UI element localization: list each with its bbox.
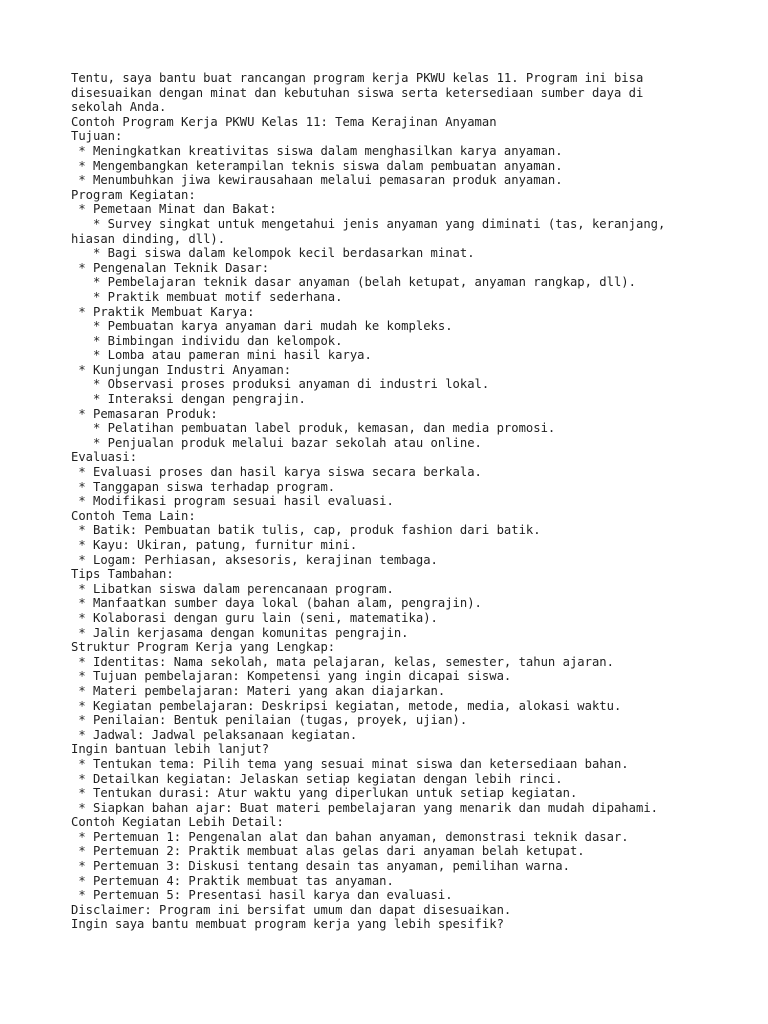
- document-line: * Menumbuhkan jiwa kewirausahaan melalui pemasaran produk anyaman.: [71, 173, 563, 188]
- document-line: * Kayu: Ukiran, patung, furnitur mini.: [71, 538, 358, 552]
- document-line: * Pembuatan karya anyaman dari mudah ke kompleks.: [71, 319, 453, 334]
- document-line: * Praktik Membuat Karya:: [71, 304, 255, 319]
- document-line: Evaluasi:: [71, 450, 138, 465]
- document-line: * Evaluasi proses dan hasil karya siswa secara berkala.: [71, 465, 482, 480]
- document-line: * Penilaian: Bentuk penilaian (tugas, proyek, ujian).: [71, 713, 468, 728]
- document-line: * Meningkatkan kreativitas siswa dalam menghasilkan karya anyaman.: [71, 143, 563, 158]
- document-line: Tentu, saya bantu buat rancangan program kerja PKWU kelas 11. Program ini bisa: [71, 71, 644, 85]
- document-line: * Kunjungan Industri Anyaman:: [71, 362, 292, 377]
- document-line: * Bimbingan individu dan kelompok.: [71, 333, 343, 348]
- document-line: * Pembelajaran teknik dasar anyaman (belah ketupat, anyaman rangkap, dll).: [71, 275, 636, 290]
- document-line: * Observasi proses produksi anyaman di industri lokal.: [71, 377, 490, 392]
- document-line: * Tujuan pembelajaran: Kompetensi yang ingin dicapai siswa.: [71, 669, 512, 684]
- document-line: * Manfaatkan sumber daya lokal (bahan alam, pengrajin).: [71, 596, 482, 611]
- document-body: [71, 71, 751, 932]
- document-line: Ingin saya bantu membuat program kerja yang lebih spesifik?: [71, 917, 504, 932]
- document-line: sekolah Anda.: [71, 100, 167, 115]
- document-line: * Tentukan tema: Pilih tema yang sesuai minat siswa dan ketersediaan bahan.: [71, 756, 629, 771]
- document-line: * Siapkan bahan ajar: Buat materi pembelajaran yang menarik dan mudah dipahami.: [71, 800, 658, 815]
- document-line: * Pemasaran Produk:: [71, 406, 218, 421]
- document-line: * Jalin kerjasama dengan komunitas pengrajin.: [71, 625, 409, 640]
- document-line: * Bagi siswa dalam kelompok kecil berdasarkan minat.: [71, 246, 475, 261]
- document-line: * Pemetaan Minat dan Bakat:: [71, 202, 277, 217]
- document-line: Struktur Program Kerja yang Lengkap:: [71, 640, 336, 655]
- document-line: * Batik: Pembuatan batik tulis, cap, produk fashion dari batik.: [71, 523, 541, 538]
- document-line: * Logam: Perhiasan, aksesoris, kerajinan tembaga.: [71, 552, 438, 567]
- document-line: * Praktik membuat motif sederhana.: [71, 289, 343, 304]
- document-line: * Pelatihan pembuatan label produk, kemasan, dan media promosi.: [71, 421, 556, 436]
- document-line: Contoh Program Kerja PKWU Kelas 11: Tema Kerajinan Anyaman: [71, 114, 497, 129]
- document-line: hiasan dinding, dll).: [71, 231, 226, 246]
- document-line: * Survey singkat untuk mengetahui jenis anyaman yang diminati (tas, keranjang,: [71, 216, 666, 231]
- document-line: disesuaikan dengan minat dan kebutuhan siswa serta ketersediaan sumber daya di: [71, 85, 644, 100]
- document-line: Tujuan:: [71, 129, 123, 144]
- document-line: * Detailkan kegiatan: Jelaskan setiap kegiatan dengan lebih rinci.: [71, 771, 563, 786]
- document-line: Program Kegiatan:: [71, 187, 196, 202]
- document-line: * Pertemuan 2: Praktik membuat alas gelas dari anyaman belah ketupat.: [71, 844, 585, 859]
- document-line: * Pertemuan 4: Praktik membuat tas anyaman.: [71, 873, 394, 888]
- document-line: * Pertemuan 1: Pengenalan alat dan bahan anyaman, demonstrasi teknik dasar.: [71, 829, 629, 844]
- document-line: * Materi pembelajaran: Materi yang akan diajarkan.: [71, 683, 446, 698]
- document-line: * Tanggapan siswa terhadap program.: [71, 479, 336, 494]
- document-line: * Kegiatan pembelajaran: Deskripsi kegiatan, metode, media, alokasi waktu.: [71, 698, 622, 713]
- document-line: * Mengembangkan keterampilan teknis siswa dalam pembuatan anyaman.: [71, 158, 563, 173]
- document-line: * Modifikasi program sesuai hasil evaluasi.: [71, 494, 394, 509]
- document-line: * Libatkan siswa dalam perencanaan program.: [71, 581, 394, 596]
- document-line: * Kolaborasi dengan guru lain (seni, matematika).: [71, 610, 438, 625]
- document-line: Contoh Kegiatan Lebih Detail:: [71, 815, 284, 830]
- document-line: * Interaksi dengan pengrajin.: [71, 392, 306, 407]
- document-line: * Pertemuan 5: Presentasi hasil karya dan evaluasi.: [71, 888, 453, 903]
- document-line: * Identitas: Nama sekolah, mata pelajaran, kelas, semester, tahun ajaran.: [71, 654, 614, 669]
- document-line: * Jadwal: Jadwal pelaksanaan kegiatan.: [71, 727, 358, 742]
- document-line: Disclaimer: Program ini bersifat umum dan dapat disesuaikan.: [71, 902, 512, 917]
- document-line: * Lomba atau pameran mini hasil karya.: [71, 348, 372, 363]
- document-line: * Pengenalan Teknik Dasar:: [71, 260, 270, 275]
- document-line: * Penjualan produk melalui bazar sekolah atau online.: [71, 435, 482, 450]
- document-line: Ingin bantuan lebih lanjut?: [71, 742, 270, 757]
- document-line: * Tentukan durasi: Atur waktu yang diperlukan untuk setiap kegiatan.: [71, 786, 578, 801]
- document-line: * Pertemuan 3: Diskusi tentang desain tas anyaman, pemilihan warna.: [71, 859, 570, 874]
- document-line: Contoh Tema Lain:: [71, 508, 196, 523]
- document-line: Tips Tambahan:: [71, 567, 174, 582]
